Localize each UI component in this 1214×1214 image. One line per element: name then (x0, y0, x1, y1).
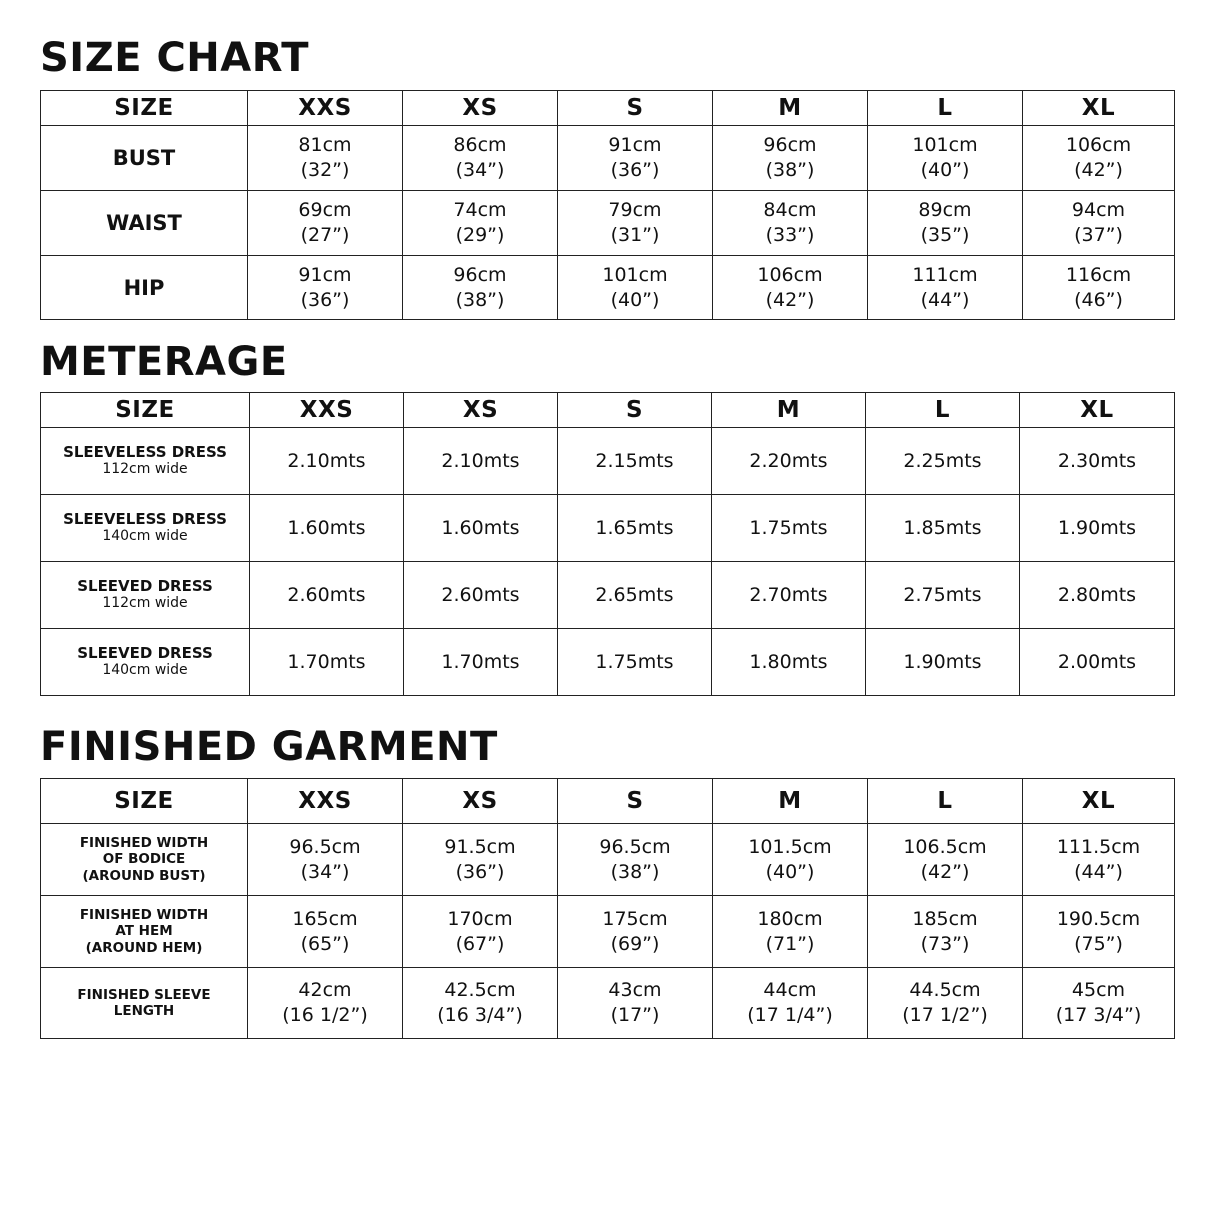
row-label: HIP (41, 256, 248, 320)
row-label: WAIST (41, 191, 248, 256)
value-cell: 1.70mts (404, 629, 558, 696)
value-cell: 2.60mts (250, 562, 404, 629)
table-row (41, 824, 1175, 896)
value-cell: 2.15mts (558, 428, 712, 495)
header-cell: SIZE (41, 779, 248, 824)
value-cell: 1.70mts (250, 629, 404, 696)
row-label: SLEEVED DRESS 140cm wide (41, 629, 250, 696)
header-cell: M (712, 393, 866, 428)
value-cell: 44cm (17 1/4”) (713, 968, 868, 1039)
value-cell: 1.75mts (558, 629, 712, 696)
row-label: SLEEVELESS DRESS 140cm wide (41, 495, 250, 562)
value-cell: 165cm (65”) (248, 896, 403, 968)
value-cell: 86cm (34”) (403, 126, 558, 191)
header-cell: XL (1020, 393, 1175, 428)
value-cell: 2.10mts (250, 428, 404, 495)
value-cell: 1.60mts (404, 495, 558, 562)
row-label: FINISHED WIDTH AT HEM (AROUND HEM) (41, 896, 248, 968)
value-cell: 43cm (17”) (558, 968, 713, 1039)
header-cell: M (713, 779, 868, 824)
value-cell: 2.10mts (404, 428, 558, 495)
row-label: BUST (41, 126, 248, 191)
value-cell: 190.5cm (75”) (1023, 896, 1175, 968)
value-cell: 81cm (32”) (248, 126, 403, 191)
value-cell: 2.60mts (404, 562, 558, 629)
size-chart-title: SIZE CHART (40, 35, 310, 81)
finished-garment-title: FINISHED GARMENT (40, 724, 498, 770)
header-cell: SIZE (41, 393, 250, 428)
header-cell: S (558, 779, 713, 824)
size-chart-header-row (41, 91, 1175, 126)
value-cell: 185cm (73”) (868, 896, 1023, 968)
value-cell: 106cm (42”) (1023, 126, 1175, 191)
meterage-header-row (41, 393, 1175, 428)
value-cell: 1.75mts (712, 495, 866, 562)
value-cell: 2.70mts (712, 562, 866, 629)
value-cell: 42.5cm (16 3/4”) (403, 968, 558, 1039)
header-cell: XXS (248, 779, 403, 824)
value-cell: 94cm (37”) (1023, 191, 1175, 256)
value-cell: 111cm (44”) (868, 256, 1023, 320)
value-cell: 42cm (16 1/2”) (248, 968, 403, 1039)
value-cell: 96cm (38”) (713, 126, 868, 191)
table-row (41, 495, 1175, 562)
value-cell: 101cm (40”) (868, 126, 1023, 191)
value-cell: 111.5cm (44”) (1023, 824, 1175, 896)
value-cell: 2.25mts (866, 428, 1020, 495)
value-cell: 170cm (67”) (403, 896, 558, 968)
row-label: SLEEVELESS DRESS 112cm wide (41, 428, 250, 495)
row-label: SLEEVED DRESS 112cm wide (41, 562, 250, 629)
finished-garment-table (40, 778, 1175, 1039)
value-cell: 1.80mts (712, 629, 866, 696)
value-cell: 175cm (69”) (558, 896, 713, 968)
header-cell: S (558, 91, 713, 126)
value-cell: 1.90mts (866, 629, 1020, 696)
header-cell: L (866, 393, 1020, 428)
table-row (41, 968, 1175, 1039)
header-cell: XS (404, 393, 558, 428)
header-cell: XS (403, 779, 558, 824)
value-cell: 2.30mts (1020, 428, 1175, 495)
value-cell: 116cm (46”) (1023, 256, 1175, 320)
meterage-title: METERAGE (40, 339, 288, 385)
table-row (41, 126, 1175, 191)
table-row (41, 428, 1175, 495)
value-cell: 74cm (29”) (403, 191, 558, 256)
value-cell: 45cm (17 3/4”) (1023, 968, 1175, 1039)
row-label: FINISHED WIDTH OF BODICE (AROUND BUST) (41, 824, 248, 896)
value-cell: 101cm (40”) (558, 256, 713, 320)
finished-garment-header-row (41, 779, 1175, 824)
header-cell: XXS (248, 91, 403, 126)
value-cell: 91.5cm (36”) (403, 824, 558, 896)
value-cell: 1.65mts (558, 495, 712, 562)
header-cell: XXS (250, 393, 404, 428)
table-row (41, 629, 1175, 696)
value-cell: 69cm (27”) (248, 191, 403, 256)
meterage-table (40, 392, 1175, 696)
header-cell: XL (1023, 779, 1175, 824)
value-cell: 106cm (42”) (713, 256, 868, 320)
header-cell: SIZE (41, 91, 248, 126)
value-cell: 96.5cm (34”) (248, 824, 403, 896)
value-cell: 44.5cm (17 1/2”) (868, 968, 1023, 1039)
header-cell: L (868, 91, 1023, 126)
value-cell: 2.80mts (1020, 562, 1175, 629)
header-cell: S (558, 393, 712, 428)
size-chart-table (40, 90, 1175, 320)
value-cell: 1.85mts (866, 495, 1020, 562)
value-cell: 106.5cm (42”) (868, 824, 1023, 896)
table-row (41, 896, 1175, 968)
table-row (41, 256, 1175, 320)
value-cell: 2.75mts (866, 562, 1020, 629)
value-cell: 89cm (35”) (868, 191, 1023, 256)
header-cell: XS (403, 91, 558, 126)
value-cell: 91cm (36”) (248, 256, 403, 320)
value-cell: 84cm (33”) (713, 191, 868, 256)
header-cell: L (868, 779, 1023, 824)
value-cell: 1.90mts (1020, 495, 1175, 562)
header-cell: M (713, 91, 868, 126)
value-cell: 91cm (36”) (558, 126, 713, 191)
row-label: FINISHED SLEEVE LENGTH (41, 968, 248, 1039)
value-cell: 180cm (71”) (713, 896, 868, 968)
value-cell: 101.5cm (40”) (713, 824, 868, 896)
value-cell: 1.60mts (250, 495, 404, 562)
table-row (41, 562, 1175, 629)
value-cell: 96cm (38”) (403, 256, 558, 320)
value-cell: 96.5cm (38”) (558, 824, 713, 896)
header-cell: XL (1023, 91, 1175, 126)
value-cell: 2.65mts (558, 562, 712, 629)
value-cell: 2.20mts (712, 428, 866, 495)
table-row (41, 191, 1175, 256)
value-cell: 79cm (31”) (558, 191, 713, 256)
value-cell: 2.00mts (1020, 629, 1175, 696)
